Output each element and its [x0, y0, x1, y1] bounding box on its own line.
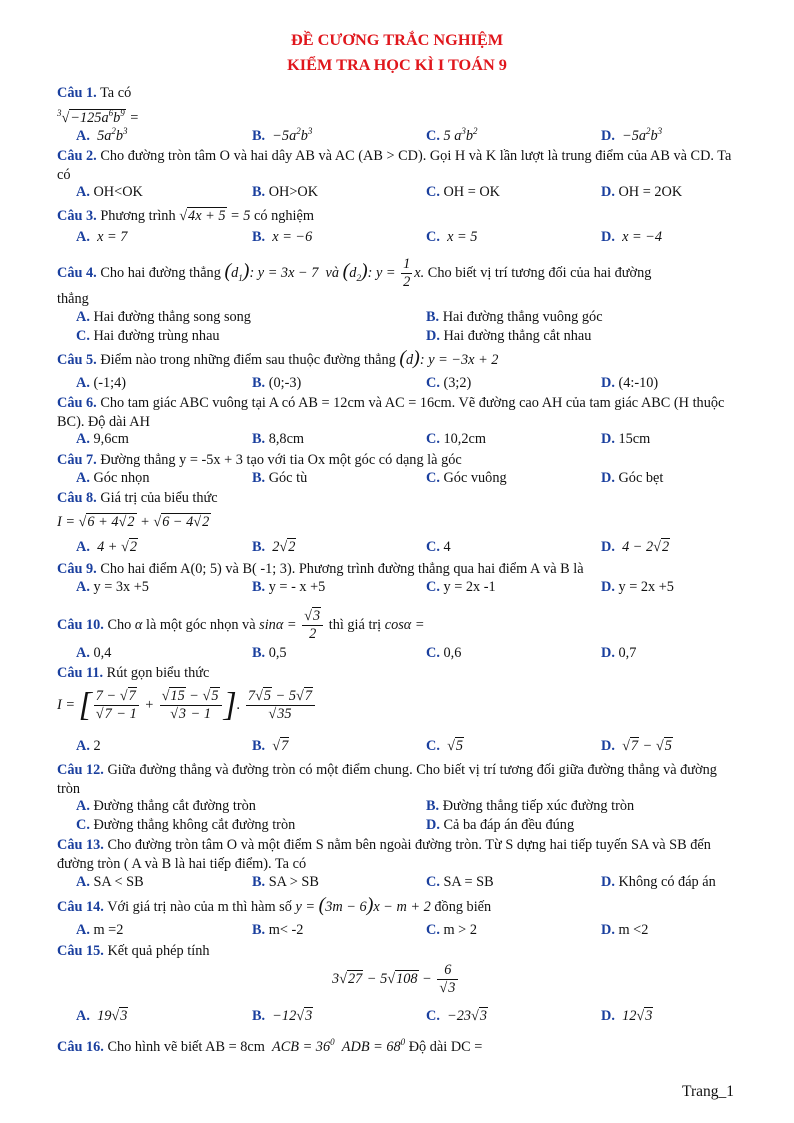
option-b[interactable]: B. x = −6	[252, 229, 313, 245]
option-d[interactable]: D. 15cm	[601, 431, 651, 447]
option-d[interactable]: D. x = −4	[601, 229, 663, 245]
option-b[interactable]: B. √7	[252, 738, 289, 754]
option-d[interactable]: D. √7 − √5	[601, 738, 672, 754]
option-b[interactable]: B. (0;-3)	[252, 375, 302, 391]
question-12-options-2	[0, 817, 794, 837]
document-subtitle: KIỂM TRA HỌC KÌ I TOÁN 9	[287, 55, 507, 74]
option-a[interactable]: A. (-1;4)	[76, 375, 127, 391]
option-b[interactable]: B. Hai đường thẳng vuông góc	[426, 309, 603, 325]
question-8: Câu 8. Giá trị của biểu thức	[57, 490, 218, 506]
option-a[interactable]: A. 19√3	[76, 1008, 128, 1024]
option-d[interactable]: D. Cả ba đáp án đều đúng	[426, 817, 575, 833]
option-c[interactable]: C. x = 5	[426, 229, 478, 245]
question-13-options	[0, 874, 794, 894]
question-15-options	[0, 1008, 794, 1028]
option-c[interactable]: C. SA = SB	[426, 874, 494, 890]
option-b[interactable]: B. y = - x +5	[252, 579, 326, 595]
option-a[interactable]: A. Góc nhọn	[76, 470, 150, 486]
option-a[interactable]: A. 2	[76, 738, 101, 754]
question-15-formula: 3√27 − 5√108 − $\frac{6}{√3}$	[0, 962, 794, 1006]
option-a[interactable]: A. m =2	[76, 922, 124, 938]
question-11: Câu 11. Rút gọn biểu thức	[57, 665, 210, 681]
page-number: Trang_1	[682, 1083, 734, 1100]
question-16: Câu 16. Cho hình vẽ biết AB = 8cm ACB = $36^0$ ADB = $68^0$ Độ dài DC =	[57, 1037, 483, 1055]
option-b[interactable]: B. 2√2	[252, 539, 296, 555]
question-label: Câu 2.	[57, 148, 97, 164]
option-b[interactable]: B. −12√3	[252, 1008, 313, 1024]
question-14-options	[0, 922, 794, 942]
option-a[interactable]: A. x = 7	[76, 229, 128, 245]
option-c[interactable]: C. Góc vuông	[426, 470, 507, 486]
option-b[interactable]: B. $-5a^2b^3$	[252, 126, 313, 144]
question-text: Ta có	[100, 85, 132, 101]
option-d[interactable]: D. y = 2x +5	[601, 579, 674, 595]
option-b[interactable]: B. Góc tù	[252, 470, 308, 486]
question-3: Câu 3. Phương trình √4x + 5 = 5 có nghiệm	[57, 208, 314, 224]
question-4-cont: thẳng	[57, 291, 89, 307]
option-a[interactable]: A. 4 + √2	[76, 539, 138, 555]
question-14: Câu 14. Với giá trị nào của m thì hàm số y = (3m − 6)x − m + 2 đồng biến	[57, 894, 492, 916]
option-c[interactable]: C. −23√3	[426, 1008, 488, 1024]
option-c[interactable]: C. Đường thẳng không cắt đường tròn	[76, 817, 296, 833]
question-1-options	[0, 126, 794, 146]
option-a[interactable]: A. Đường thẳng cắt đường tròn	[76, 798, 256, 814]
option-c[interactable]: C. Hai đường trùng nhau	[76, 328, 220, 344]
question-text: Cho đường tròn tâm O và hai dây AB và AC (AB > CD). Gọi H và K lần lượt là trung điểm của AB và CD. Ta có	[57, 148, 732, 183]
option-b[interactable]: B. m< -2	[252, 922, 304, 938]
question-4: Câu 4. Cho hai đường thẳng $(d_1)$: y = 3x − 7 và $(d_2)$: y = $\frac{1}{2}$ x. Cho biết vị trí tương đối của hai đường	[57, 256, 652, 290]
question-15: Câu 15. Kết quả phép tính	[57, 943, 210, 959]
question-12-options-1	[0, 798, 794, 818]
question-4-options-1	[0, 309, 794, 329]
question-1-formula	[0, 104, 794, 124]
question-8-options	[0, 539, 794, 559]
option-a[interactable]: A. $5a^2b^3$	[76, 126, 128, 144]
document-title: ĐỀ CƯƠNG TRẮC NGHIỆM	[290, 30, 504, 49]
question-5-options	[0, 375, 794, 395]
question-2	[0, 147, 794, 187]
option-d[interactable]: D. 4 − 2√2	[601, 539, 670, 555]
option-a[interactable]: A. y = 3x +5	[76, 579, 149, 595]
question-9-options	[0, 579, 794, 599]
option-c[interactable]: C. m > 2	[426, 922, 477, 938]
question-5: Câu 5. Điểm nào trong những điểm sau thuộc đường thẳng (d): y = −3x + 2	[57, 347, 499, 369]
option-c[interactable]: C. 10,2cm	[426, 431, 486, 447]
option-b[interactable]: B. OH>OK	[252, 184, 319, 200]
option-a[interactable]: A. 0,4	[76, 645, 112, 661]
option-d[interactable]: D. 0,7	[601, 645, 637, 661]
question-6-options	[0, 431, 794, 451]
option-d[interactable]: D. (4:-10)	[601, 375, 659, 391]
option-c[interactable]: C. 5 $a^3b^2$	[426, 126, 478, 144]
question-11-options	[0, 738, 794, 758]
option-d[interactable]: D. $-5a^2b^3$	[601, 126, 663, 144]
option-c[interactable]: C. (3;2)	[426, 375, 472, 391]
question-12: Câu 12. Giữa đường thẳng và đường tròn có một điểm chung. Cho biết vị trí tương đối giữa đường thẳng và đường tròn	[57, 762, 717, 797]
question-3-options	[0, 229, 794, 249]
math-cube-root: $^3√-125a^6b^9$ =	[57, 108, 139, 126]
question-1	[0, 84, 794, 104]
option-d[interactable]: D. Không có đáp án	[601, 874, 716, 890]
option-b[interactable]: B. Đường thẳng tiếp xúc đường tròn	[426, 798, 635, 814]
option-d[interactable]: D. OH = 2OK	[601, 184, 683, 200]
option-c[interactable]: C. 0,6	[426, 645, 462, 661]
option-b[interactable]: B. 0,5	[252, 645, 287, 661]
option-c[interactable]: C. √5	[426, 738, 464, 754]
question-7: Câu 7. Đường thẳng y = -5x + 3 tạo với tia Ox một góc có dạng là góc	[57, 452, 462, 468]
option-d[interactable]: D. m <2	[601, 922, 649, 938]
option-a[interactable]: A. Hai đường thẳng song song	[76, 309, 251, 325]
question-13: Câu 13. Cho đường tròn tâm O và một điểm S nằm bên ngoài đường tròn. Từ S dựng hai tiếp tuyến SA và SB đến đường tròn ( A và B là hai tiếp điểm). Ta có	[57, 837, 711, 872]
question-8-formula: I = √6 + 4√2 + √6 − 4√2	[57, 514, 210, 530]
question-7-options	[0, 470, 794, 490]
option-d[interactable]: D. Hai đường thẳng cắt nhau	[426, 328, 592, 344]
question-6: Câu 6. Cho tam giác ABC vuông tại A có AB = 12cm và AC = 16cm. Vẽ đường cao AH của tam giác ABC (H thuộc BC). Độ dài AH	[57, 395, 725, 430]
option-a[interactable]: A. 9,6cm	[76, 431, 129, 447]
question-11-formula: I = [ $\frac{7 - √7}{√7 - 1}$ + $\frac{√15 - √5}{√3 - 1}$ ]. $\frac{7√5 - 5√7}{√35}$	[0, 684, 794, 736]
question-10-options	[0, 645, 794, 665]
question-4-options-2	[0, 328, 794, 348]
option-d[interactable]: D. 12√3	[601, 1008, 653, 1024]
question-label: Câu 1.	[57, 85, 97, 101]
question-9: Câu 9. Cho hai điểm A(0; 5) và B( -1; 3). Phương trình đường thẳng qua hai điểm A và B là	[57, 561, 584, 577]
option-b[interactable]: B. 8,8cm	[252, 431, 305, 447]
question-2-options	[0, 184, 794, 204]
option-c[interactable]: C. y = 2x -1	[426, 579, 496, 595]
option-c[interactable]: C. OH = OK	[426, 184, 500, 200]
option-b[interactable]: B. SA > SB	[252, 874, 319, 890]
option-a[interactable]: A. SA < SB	[76, 874, 144, 890]
option-c[interactable]: C. 4	[426, 539, 451, 555]
question-10: Câu 10. Cho α là một góc nhọn và sinα = $\frac{√3}{2}$ thì giá trị cosα =	[57, 608, 425, 642]
option-a[interactable]: A. OH<OK	[76, 184, 143, 200]
option-d[interactable]: D. Góc bẹt	[601, 470, 664, 486]
